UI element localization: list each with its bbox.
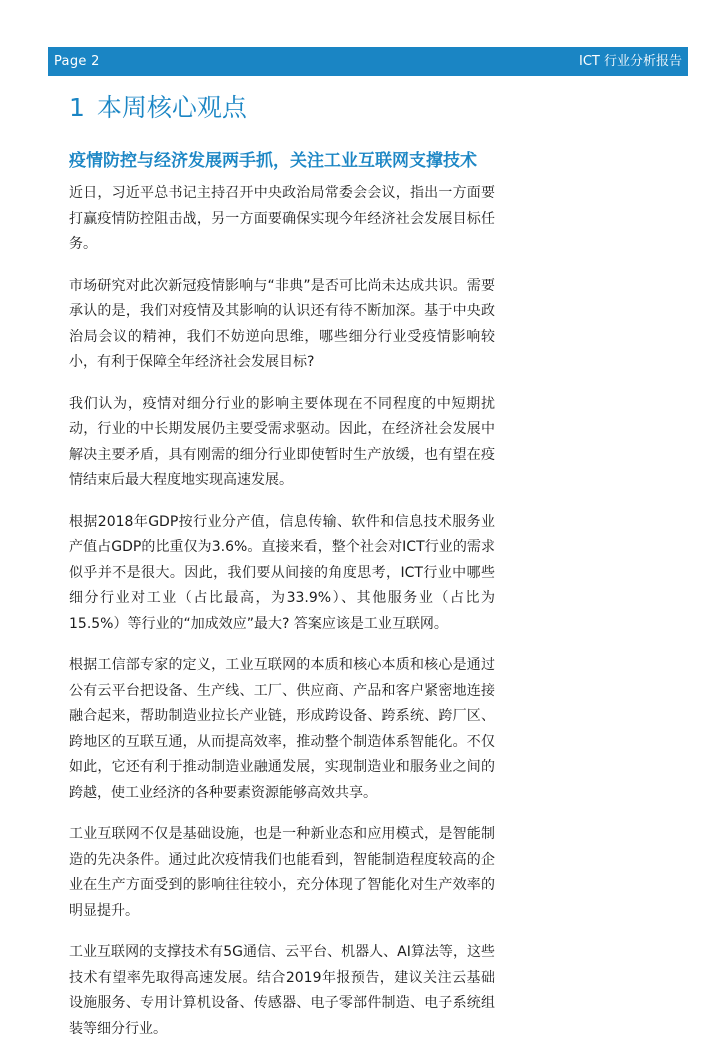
paragraph: 根据2018年GDP按行业分产值，信息传输、软件和信息技术服务业产值占GDP的比重仅为3.6%。直接来看，整个社会对ICT行业的需求似乎并不是很大。因此，我们要从间接的角度思考，ICT行业中哪些细分行业对工业（占比最高，为33.9%）、其他服务业（占比为15.5%）等行业的“加成效应”最大? 答案应该是工业互联网。 [69, 513, 495, 632]
page-header-bar [48, 47, 688, 76]
paragraph: 我们认为，疫情对细分行业的影响主要体现在不同程度的中短期扰动，行业的中长期发展仍主要受需求驱动。因此，在经济社会发展中解决主要矛盾，具有刚需的细分行业即使暂时生产放缓，也有望在疫情结束后最大程度地实现高速发展。 [69, 395, 495, 488]
paragraph: 根据工信部专家的定义，工业互联网的本质和核心本质和核心是通过公有云平台把设备、生产线、工厂、供应商、产品和客户紧密地连接融合起来，帮助制造业拉长产业链，形成跨设备、跨系统、跨厂区、跨地区的互联互通，从而提高效率，推动整个制造体系智能化。不仅如此，它还有利于推动制造业融通发展，实现制造业和服务业之间的跨越，使工业经济的各种要素资源能够高效共享。 [69, 657, 495, 801]
report-title: ICT 行业分析报告 [579, 54, 682, 69]
paragraph: 近日，习近平总书记主持召开中央政治局常委会会议，指出一方面要打赢疫情防控阻击战，另一方面要确保实现今年经济社会发展目标任务。 [69, 185, 495, 252]
paragraph: 工业互联网不仅是基础设施，也是一种新业态和应用模式，是智能制造的先决条件。通过此次疫情我们也能看到，智能制造程度较高的企业在生产方面受到的影响往往较小，充分体现了智能化对生产效率的明显提升。 [69, 826, 495, 919]
section-title-text: 本周核心观点 [96, 93, 247, 122]
sub-heading: 疫情防控与经济发展两手抓，关注工业互联网支撑技术 [69, 151, 477, 171]
paragraph: 市场研究对此次新冠疫情影响与“非典”是否可比尚未达成共识。需要承认的是，我们对疫情及其影响的认识还有待不断加深。基于中央政治局会议的精神，我们不妨逆向思维，哪些细分行业受疫情影响较小，有利于保障全年经济社会发展目标? [69, 277, 495, 370]
page-number-label: Page 2 [54, 54, 100, 69]
paragraph: 工业互联网的支撑技术有5G通信、云平台、机器人、AI算法等，这些技术有望率先取得高速发展。结合2019年报预告，建议关注云基础设施服务、专用计算机设备、传感器、电子零部件制造、电子系统组装等细分行业。 [69, 944, 495, 1037]
section-title [69, 91, 247, 125]
section-number: 1 [69, 93, 85, 122]
body-text [69, 181, 495, 1058]
